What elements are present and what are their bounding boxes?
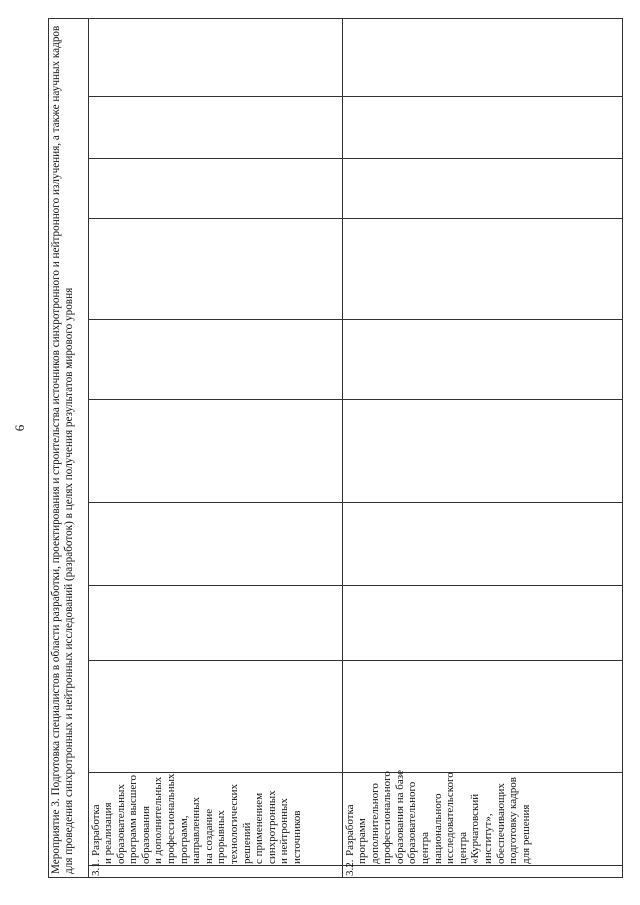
text-line: исследовательского	[444, 772, 457, 864]
table-border-top	[48, 18, 49, 878]
text-line: прорывных	[215, 810, 228, 864]
text-line: профессионального	[381, 771, 394, 864]
text-line: «Курчатовский	[469, 793, 482, 864]
text-line: национального	[431, 793, 444, 864]
text-line: дополнительного	[368, 783, 381, 864]
text-line: подготовку кадров	[507, 777, 520, 864]
text-line: и дополнительных	[152, 776, 165, 864]
text-line: институт»,	[481, 813, 494, 864]
heading-separator	[88, 18, 89, 878]
row-separator	[342, 18, 343, 878]
text-line: центра	[418, 832, 431, 864]
row-number: 3.1.	[90, 859, 102, 876]
text-line: для решения	[519, 804, 532, 864]
row-number: 3.2.	[344, 859, 356, 876]
text-line: программ,	[177, 815, 190, 864]
page-number: 6	[12, 424, 27, 432]
text-line: образовательного	[406, 781, 419, 864]
text-line: обеспечивающих	[494, 783, 507, 864]
column-divider-8	[88, 96, 623, 97]
rotated-table	[48, 18, 623, 878]
text-line: программ	[356, 818, 368, 864]
text-line: центра	[456, 832, 469, 864]
text-line: Разработка	[90, 804, 102, 856]
column-divider-7	[88, 158, 623, 159]
text-line: на создание	[202, 808, 215, 864]
column-divider-1	[88, 660, 623, 661]
column-divider-2	[88, 585, 623, 586]
row-description	[102, 772, 304, 866]
row-description	[344, 804, 357, 856]
table-border-bottom	[622, 18, 623, 878]
text-line: направленных	[190, 797, 203, 864]
column-divider-4	[88, 399, 623, 400]
row-description	[90, 766, 103, 864]
table-border-left	[48, 877, 623, 878]
text-line: образования	[139, 805, 152, 864]
column-divider-6	[88, 218, 623, 219]
text-line: с применением	[253, 792, 266, 864]
text-line: решений	[240, 822, 253, 864]
text-line: программ высшего	[127, 774, 140, 864]
text-line: образовательных	[114, 784, 127, 864]
section-heading: Мероприятие 3. Подготовка специалистов в области разработки, проектирования и строительства источников синхротронного и нейтронного излучения, а также научных кадров для проведения синхротронных и нейтронных исследований (разработок) в целях получения результатов мирового уровня	[50, 25, 75, 874]
text-line: образования на базе	[393, 770, 406, 864]
text-line: технологических	[227, 784, 240, 864]
table-border-right	[48, 18, 623, 19]
row-description	[356, 772, 532, 866]
text-line: источников	[290, 810, 303, 864]
text-line: Разработка	[344, 804, 356, 856]
table-grid	[48, 18, 623, 878]
text-line: и реализация	[102, 802, 114, 864]
text-line: и нейтронных	[278, 798, 291, 864]
text-line: профессиональных	[164, 773, 177, 864]
column-divider-5	[88, 319, 623, 320]
column-divider-3	[88, 502, 623, 503]
text-line: синхротронных	[265, 790, 278, 864]
